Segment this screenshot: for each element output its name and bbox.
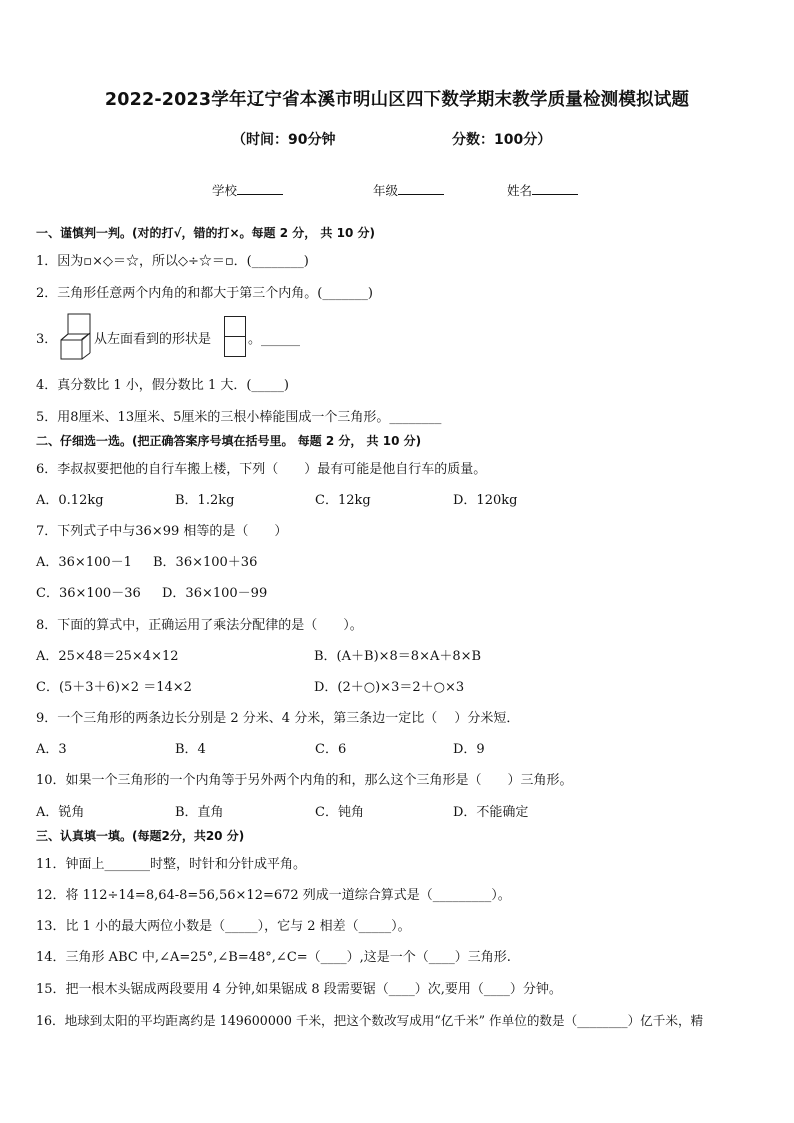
q6-option-c[interactable]: C．12kg [315, 493, 371, 508]
name-label: 姓名 [507, 183, 533, 198]
school-blank[interactable] [237, 182, 283, 195]
q10-option-b[interactable]: B．直角 [175, 805, 224, 820]
question-10: 10．如果一个三角形的一个内角等于另外两个内角的和，那么这个三角形是（ ）三角形。 [36, 773, 573, 788]
page-title: 2022-2023学年辽宁省本溪市明山区四下数学期末教学质量检测模拟试题 [104, 90, 690, 110]
q9-option-c[interactable]: C．6 [315, 742, 347, 757]
question-6: 6．李叔叔要把他的自行车搬上楼，下列（ ）最有可能是他自行车的质量。 [36, 462, 487, 477]
q9-option-a[interactable]: A．3 [36, 742, 67, 757]
name-field[interactable] [507, 181, 578, 199]
name-blank[interactable] [532, 182, 578, 195]
question-4: 4．真分数比 1 小，假分数比 1 大．(_____) [36, 378, 289, 393]
q6-option-a[interactable]: A．0.12kg [36, 493, 104, 508]
question-9: 9．一个三角形的两条边长分别是 2 分米、4 分米，第三条边一定比（ ）分米短． [36, 711, 520, 726]
school-label: 学校 [212, 183, 238, 198]
section-3-heading: 三、认真填一填。(每题2分，共20 分) [36, 829, 245, 843]
q6-option-b[interactable]: B．1.2kg [175, 493, 235, 508]
score-label: 分数：100分） [452, 132, 552, 148]
q7-option-c[interactable]: C．36×100－36 [36, 586, 141, 601]
q9-option-d[interactable]: D．9 [453, 742, 485, 757]
question-8: 8．下面的算式中，正确运用了乘法分配律的是（ ）。 [36, 618, 363, 633]
time-label: （时间：90分钟 [232, 132, 336, 148]
q10-option-c[interactable]: C．钝角 [315, 805, 364, 820]
question-2: 2．三角形任意两个内角的和都大于第三个内角。(_______) [36, 286, 373, 301]
question-15: 15．把一根木头锯成两段要用 4 分钟,如果锯成 8 段需要锯（____）次,要用（____）分钟。 [36, 982, 562, 997]
grade-blank[interactable] [398, 182, 444, 195]
q10-option-d[interactable]: D．不能确定 [453, 805, 529, 820]
question-3-answer-blank: 。______ [248, 332, 301, 347]
question-7: 7．下列式子中与36×99 相等的是（ ） [36, 524, 288, 539]
question-14: 14．三角形 ABC 中,∠A=25°,∠B=48°,∠C=（____）,这是一个（____）三角形. [36, 950, 511, 965]
q9-option-b[interactable]: B．4 [175, 742, 206, 757]
grade-label: 年级 [373, 183, 399, 198]
question-16: 16．地球到太阳的平均距离约是 149600000 千米，把这个数改写成用“亿千米” 作单位的数是（________）亿千米，精 [36, 1013, 704, 1028]
section-2-heading: 二、仔细选一选。(把正确答案序号填在括号里。 每题 2 分， 共 10 分) [36, 434, 422, 448]
q10-option-a[interactable]: A．锐角 [36, 805, 85, 820]
question-1: 1．因为▫×◇＝☆，所以◇÷☆＝▫．(________) [36, 254, 309, 269]
q8-option-a[interactable]: A．25×48＝25×4×12 [36, 649, 179, 664]
left-view-figure [224, 316, 246, 358]
q7-option-b[interactable]: B．36×100＋36 [153, 555, 258, 570]
question-3-text: 从左面看到的形状是 [94, 332, 212, 347]
question-3-number: 3． [36, 332, 58, 347]
question-13: 13．比 1 小的最大两位小数是（_____），它与 2 相差（_____）。 [36, 919, 411, 934]
question-5: 5．用8厘米、13厘米、5厘米的三根小棒能围成一个三角形。________ [36, 410, 442, 425]
stacked-cubes-figure [60, 313, 92, 361]
q8-option-c[interactable]: C．(5＋3＋6)×2 ＝14×2 [36, 680, 192, 695]
question-12: 12．将 112÷14=8,64-8=56,56×12=672 列成一道综合算式是（_________）。 [36, 888, 511, 903]
q6-option-d[interactable]: D．120kg [453, 493, 518, 508]
q7-option-d[interactable]: D．36×100－99 [162, 586, 268, 601]
q8-option-d[interactable]: D．(2＋○)×3＝2＋○×3 [314, 680, 465, 695]
section-1-heading: 一、谨慎判一判。(对的打√，错的打×。每题 2 分， 共 10 分) [36, 226, 375, 240]
question-11: 11．钟面上_______时整，时针和分针成平角。 [36, 857, 307, 872]
q7-option-a[interactable]: A．36×100－1 [36, 555, 132, 570]
q8-option-b[interactable]: B．(A＋B)×8＝8×A＋8×B [314, 649, 482, 664]
grade-field[interactable] [373, 181, 444, 199]
school-field[interactable] [212, 181, 283, 199]
